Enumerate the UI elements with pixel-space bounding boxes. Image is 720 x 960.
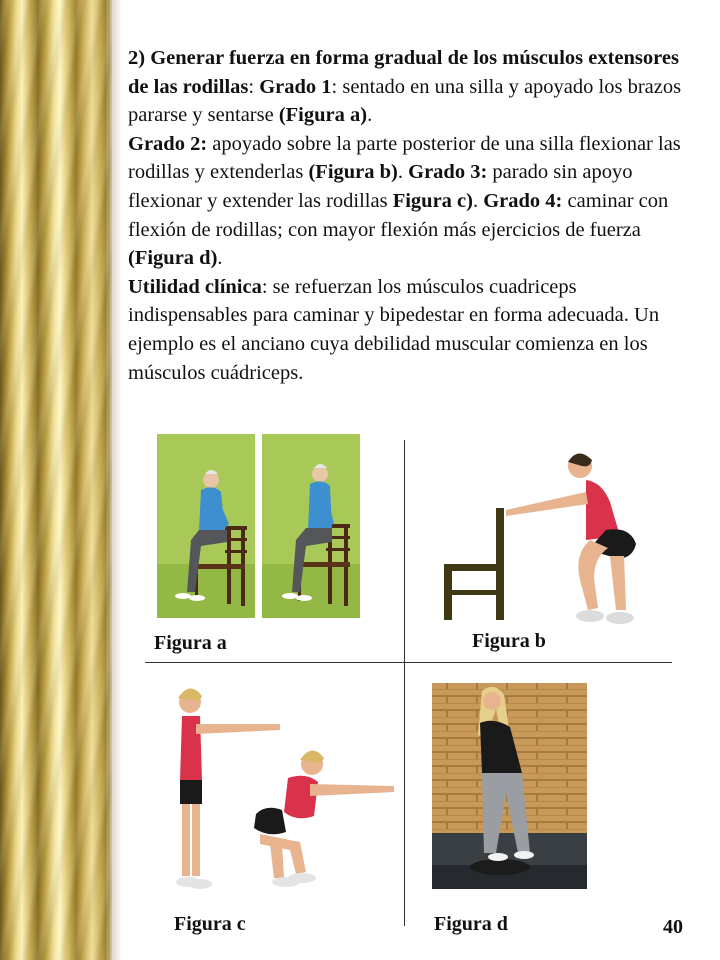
caption-figura-a: Figura a xyxy=(154,632,227,654)
figura-d-reference: (Figura d) xyxy=(128,247,218,270)
caption-figura-c: Figura c xyxy=(174,913,246,935)
grado-1-label: Grado 1 xyxy=(259,75,332,98)
figura-b-reference: (Figura b) xyxy=(308,161,398,184)
curtain-folds xyxy=(0,0,112,960)
figura-a-reference: (Figura a) xyxy=(278,104,368,127)
figura-a-photo-left xyxy=(157,434,255,618)
caption-figura-b: Figura b xyxy=(472,630,546,652)
grado-2-label: Grado 2: xyxy=(128,132,208,155)
figura-b-illustration xyxy=(440,448,670,630)
caption-figura-d: Figura d xyxy=(434,913,508,935)
page-number: 40 xyxy=(663,916,683,938)
section-heading: 2) Generar fuerza en forma gradual de los músculos extensores de las rodillas xyxy=(128,47,679,98)
grado-4-label: Grado 4: xyxy=(483,189,563,212)
figura-d-photo xyxy=(432,683,587,889)
curtain-edge-shadow xyxy=(108,0,122,960)
figura-a-photo-right xyxy=(262,434,360,618)
figura-c-reference: Figura c) xyxy=(392,189,473,212)
grado-3-label: Grado 3: xyxy=(408,161,488,184)
figura-c-illustration xyxy=(160,684,400,896)
body-text: 2) Generar fuerza en forma gradual de los músculos extensores de las rodillas: Grado 1: sentado en una silla y apoyado los brazos pararse y sentarse (Figura a). Grado 2: apoyado sobre la parte posterior de una silla flexionar las rodillas y extenderlas (Figura b). Grado 3: parado sin apoyo flexionar y extender las rodillas Figura c). Grado 4: caminar con flexión de rodillas; con mayor flexión más ejercicios de fuerza (Figura d). Utilidad clínica: se refuerzan los músculos cuadriceps indispensables para caminar y bipedestar en forma adecuada. Un ejemplo es el anciano cuya debilidad muscular comienza en los músculos cuádriceps. xyxy=(128,47,682,384)
utilidad-clinica-label: Utilidad clínica xyxy=(128,275,262,298)
horizontal-divider xyxy=(145,662,672,663)
vertical-divider xyxy=(404,440,405,926)
